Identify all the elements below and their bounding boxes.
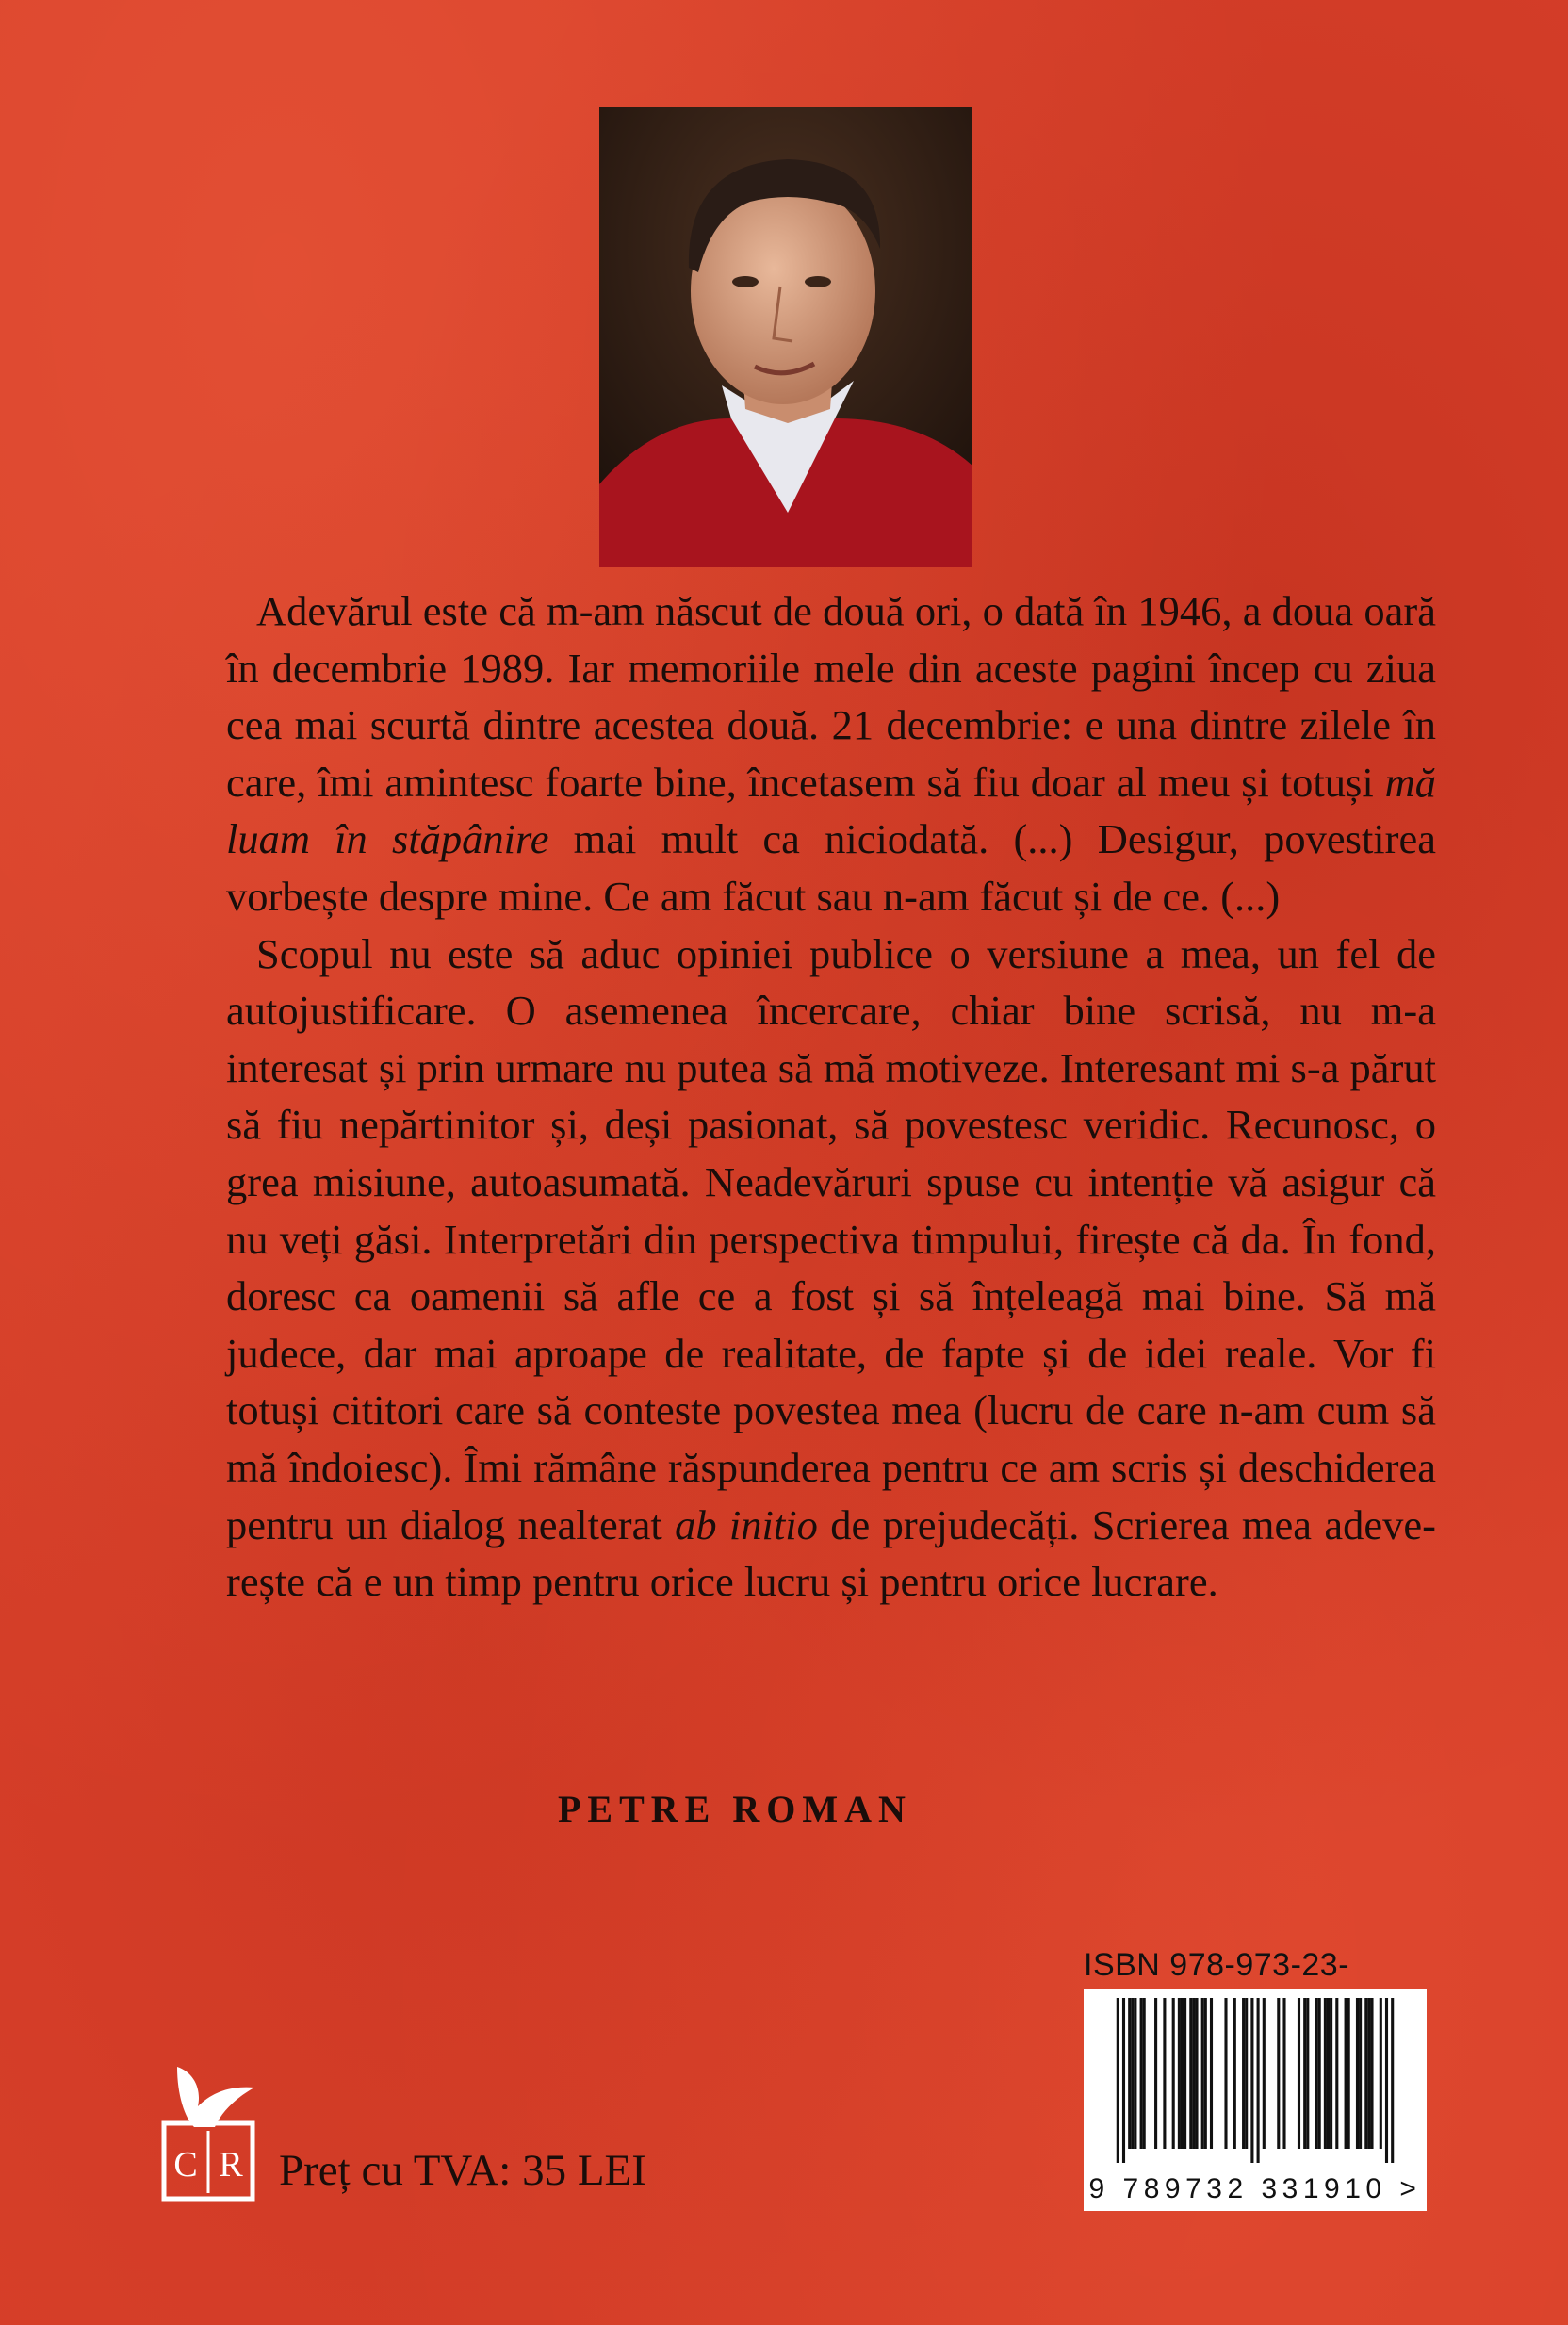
barcode-bar	[1233, 1998, 1236, 2149]
barcode-bar	[1143, 1998, 1146, 2149]
barcode-bar	[1117, 1998, 1119, 2163]
barcode-bar	[1201, 1998, 1204, 2149]
barcode-bar	[1359, 1998, 1362, 2149]
portrait-image	[599, 107, 972, 567]
barcode-bar	[1178, 1998, 1181, 2149]
svg-text:C: C	[173, 2145, 198, 2185]
barcode-bars	[1084, 1989, 1427, 2168]
barcode-bar	[1315, 1998, 1318, 2149]
barcode-bar	[1128, 1998, 1131, 2149]
barcode-bar	[1303, 1998, 1306, 2149]
price-label: Preț cu TVA: 35 LEI	[279, 2146, 646, 2195]
barcode-bar	[1380, 1998, 1382, 2149]
barcode-bar	[1298, 1998, 1300, 2149]
blurb-paragraph-2: Scopul nu este să aduc opiniei publice o versiune a mea, un fel de autojustificare. O asemenea încercare, chiar bine scrisă, nu m-a interesat și prin urmare nu putea să mă motiveze. Interesant mi s-a părut să fiu nepărtinitor și, deși pasionat, să povestesc veridic. Recunosc, o grea misiune, autoasumată. Neadevăruri spuse cu intenție vă asigur că nu veți găsi. Interpretări din perspectiva timpului, firește că da. În fond, doresc ca oamenii să afle ce a fost și să înțeleagă mai bine. Să mă judece, dar mai aproape de realitate, de fapte și de idei reale. Vor fi totuși cititori care să conteste povestea mea (lucru de care n-am cum să mă îndoiesc). Îmi rămâne răspunderea pentru ce am scris și deschiderea pentru un dialog nealterat ab initio de prejudecăți. Scrierea mea adeverește că e un timp pentru orice lucru și pentru orice lucrare.	[226, 929, 1436, 1606]
blurb-paragraph-1: Adevărul este că m-am născut de două ori, o dată în 1946, a doua oară în decembrie 1989. Iar memoriile mele din aceste pagini încep cu ziua cea mai scurtă dintre acestea două. 21 decembrie: e una dintre zilele în care, îmi amintesc foarte bine, încetasem să fiu doar al meu și totuși mă luam în stăpânire mai mult ca niciodată. (...) Desigur, povestirea vorbește despre mine. Ce am făcut sau n-am făcut și de ce. (...)	[226, 587, 1436, 920]
barcode-bar	[1335, 1998, 1338, 2149]
barcode-bar	[1250, 1998, 1253, 2163]
barcode	[1084, 1989, 1427, 2211]
barcode-bar	[1306, 1998, 1309, 2149]
barcode-bar	[1184, 1998, 1186, 2149]
cr-logo-icon	[156, 2061, 260, 2202]
barcode-bar	[1172, 1998, 1175, 2149]
isbn-label: ISBN 978-973-23-	[1084, 1947, 1350, 1983]
barcode-bar	[1192, 1998, 1195, 2149]
barcode-bar	[1348, 1998, 1350, 2149]
barcode-bar	[1263, 1998, 1266, 2149]
author-name: PETRE ROMAN	[558, 1788, 912, 1830]
publisher-logo	[156, 2061, 260, 2202]
barcode-bar	[1195, 1998, 1198, 2149]
barcode-bar	[1131, 1998, 1134, 2149]
barcode-digits: 9 789732 331910 >	[1088, 2173, 1422, 2204]
barcode-bar	[1330, 1998, 1332, 2149]
back-cover-blurb	[226, 582, 1436, 1611]
barcode-bar	[1181, 1998, 1184, 2149]
barcode-bar	[1245, 1998, 1248, 2149]
barcode-bar	[1242, 1998, 1245, 2149]
svg-text:R: R	[219, 2145, 243, 2185]
barcode-bar	[1122, 1998, 1125, 2163]
barcode-bar	[1134, 1998, 1136, 2149]
barcode-bar	[1318, 1998, 1321, 2149]
barcode-bar	[1210, 1998, 1213, 2149]
barcode-bar	[1277, 1998, 1280, 2149]
barcode-bar	[1257, 1998, 1260, 2163]
barcode-bar	[1391, 1998, 1394, 2163]
barcode-bar	[1356, 1998, 1359, 2149]
barcode-bar	[1324, 1998, 1327, 2149]
barcode-bar	[1364, 1998, 1367, 2149]
author-photo	[599, 107, 972, 567]
barcode-bar	[1345, 1998, 1348, 2149]
barcode-bar	[1140, 1998, 1143, 2149]
barcode-bar	[1282, 1998, 1285, 2149]
barcode-bar	[1154, 1998, 1157, 2149]
barcode-bar	[1163, 1998, 1166, 2149]
barcode-bar	[1189, 1998, 1192, 2149]
barcode-bar	[1327, 1998, 1330, 2149]
barcode-bar	[1370, 1998, 1373, 2149]
barcode-bar	[1385, 1998, 1388, 2163]
barcode-bar	[1204, 1998, 1207, 2149]
barcode-bar	[1367, 1998, 1370, 2149]
barcode-bar	[1224, 1998, 1227, 2149]
